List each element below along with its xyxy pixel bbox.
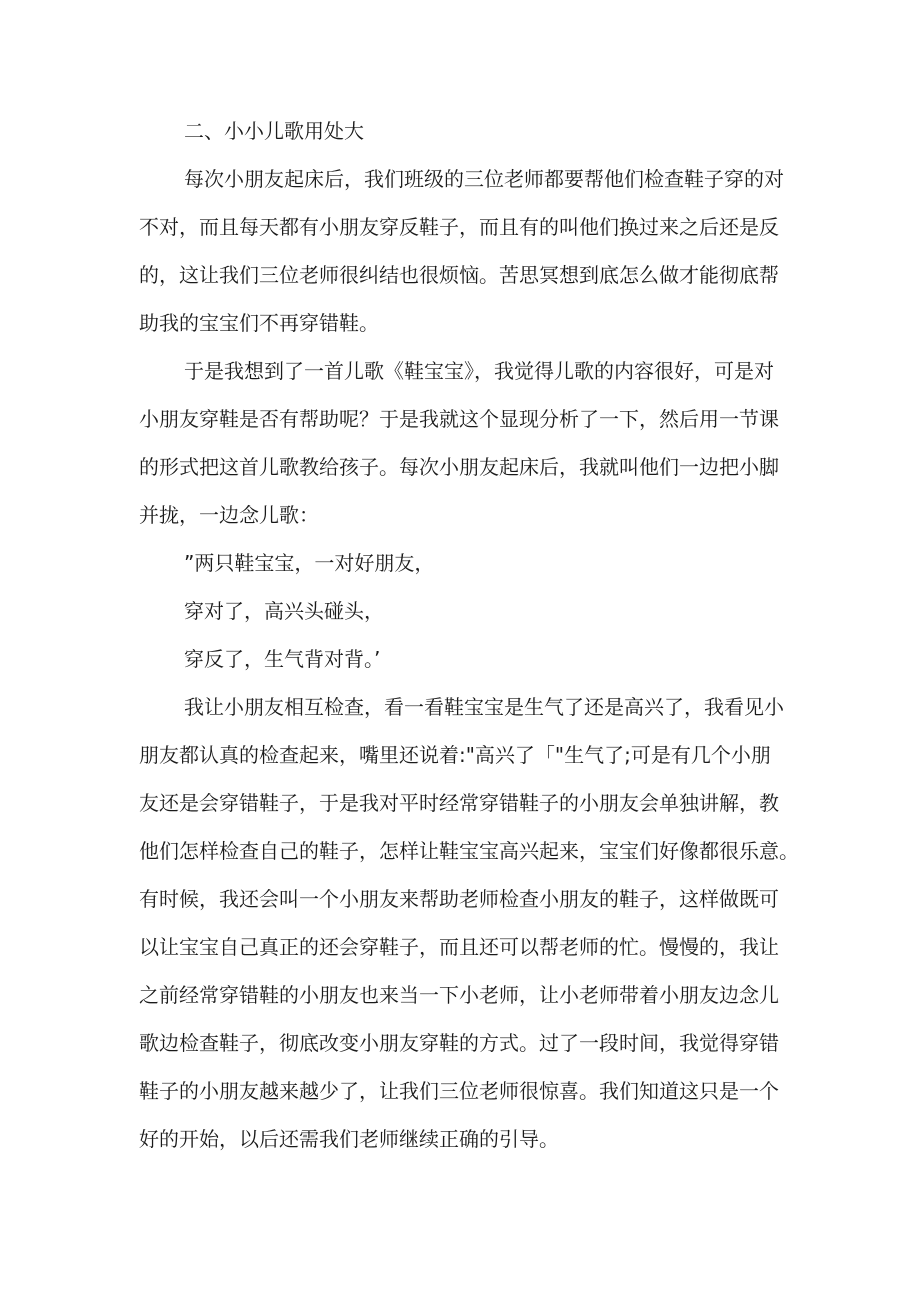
- paragraph-line: 好的开始，以后还需我们老师继续正确的引导。: [139, 1127, 559, 1151]
- paragraph-line: 小朋友穿鞋是否有帮助呢？于是我就这个显现分析了一下，然后用一节课: [139, 407, 779, 431]
- paragraph-line: 的形式把这首儿歌教给孩子。每次小朋友起床后，我就叫他们一边把小脚: [139, 455, 779, 479]
- paragraph-line: 的，这让我们三位老师很纠结也很烦恼。苦思冥想到底怎么做才能彻底帮: [139, 263, 779, 287]
- paragraph-line: 于是我想到了一首儿歌《鞋宝宝》，我觉得儿歌的内容很好，可是对: [184, 359, 774, 383]
- paragraph-line: 朋友都认真的检查起来，嘴里还说着:"高兴了「"生气了;可是有几个小朋: [139, 743, 771, 767]
- paragraph-line: 友还是会穿错鞋子，于是我对平时经常穿错鞋子的小朋友会单独讲解，教: [139, 791, 779, 815]
- paragraph-line: 歌边检查鞋子，彻底改变小朋友穿鞋的方式。过了一段时间，我觉得穿错: [139, 1031, 779, 1055]
- paragraph-line: 助我的宝宝们不再穿错鞋。: [139, 311, 379, 335]
- paragraph-line: 有时候，我还会叫一个小朋友来帮助老师检查小朋友的鞋子，这样做既可: [139, 887, 779, 911]
- poem-line: 穿反了，生气背对背。’: [184, 647, 381, 671]
- paragraph-line: 他们怎样检查自己的鞋子，怎样让鞋宝宝高兴起来，宝宝们好像都很乐意。: [139, 839, 799, 863]
- paragraph-line: 我让小朋友相互检查，看一看鞋宝宝是生气了还是高兴了，我看见小: [184, 695, 784, 719]
- paragraph-line: 以让宝宝自己真正的还会穿鞋子，而且还可以帮老师的忙。慢慢的，我让: [139, 935, 779, 959]
- paragraph-line: 每次小朋友起床后，我们班级的三位老师都要帮他们检查鞋子穿的对: [184, 167, 784, 191]
- paragraph-line: 之前经常穿错鞋的小朋友也来当一下小老师，让小老师带着小朋友边念儿: [139, 983, 779, 1007]
- poem-line: 穿对了，高兴头碰头，: [184, 599, 384, 623]
- section-heading: 二、小小儿歌用处大: [184, 119, 364, 143]
- paragraph-line: 并拢，一边念儿歌：: [139, 503, 319, 527]
- paragraph-line: 不对，而且每天都有小朋友穿反鞋子，而且有的叫他们换过来之后还是反: [139, 215, 779, 239]
- poem-line: ”两只鞋宝宝，一对好朋友，: [184, 551, 435, 575]
- paragraph-line: 鞋子的小朋友越来越少了，让我们三位老师很惊喜。我们知道这只是一个: [139, 1079, 779, 1103]
